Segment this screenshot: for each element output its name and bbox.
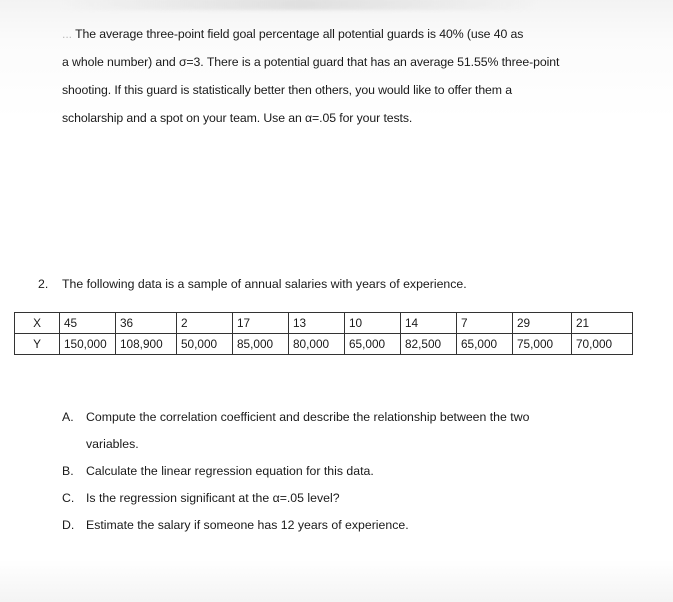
table-row-y xyxy=(15,334,633,355)
y-cell: 85,000 xyxy=(233,334,289,355)
y-cell: 65,000 xyxy=(345,334,401,355)
y-cell: 150,000 xyxy=(60,334,116,355)
y-cell: 75,000 xyxy=(513,334,572,355)
subquestion-a-line-1: Compute the correlation coefficient and describe the relationship between the two xyxy=(86,410,530,424)
subquestion-d xyxy=(62,512,602,539)
subquestion-letter: A. xyxy=(62,410,74,424)
subquestion-c xyxy=(62,485,602,512)
subquestion-c-text: Is the regression significant at the α=.05 level? xyxy=(86,491,340,505)
subquestion-letter: D. xyxy=(62,518,75,532)
x-cell: 21 xyxy=(572,313,633,334)
x-cell: 17 xyxy=(233,313,289,334)
subquestion-b-text: Calculate the linear regression equation for this data. xyxy=(86,464,374,478)
problem-2-number: 2. xyxy=(38,277,49,291)
y-cell: 108,900 xyxy=(116,334,177,355)
x-cell: 45 xyxy=(60,313,116,334)
x-cell: 7 xyxy=(457,313,513,334)
subquestion-letter: C. xyxy=(62,491,75,505)
problem-1-text xyxy=(62,20,652,132)
problem-1-line-2: a whole number) and σ=3. There is a potential guard that has an average 51.55% three-point xyxy=(62,55,560,69)
table-row-x xyxy=(15,313,633,334)
subquestion-a xyxy=(62,404,602,458)
subquestion-letter: B. xyxy=(62,464,74,478)
x-cell: 36 xyxy=(116,313,177,334)
subquestion-d-text: Estimate the salary if someone has 12 years of experience. xyxy=(86,518,409,532)
row-label-x: X xyxy=(15,313,60,334)
subquestion-a-line-2: variables. xyxy=(86,437,139,451)
x-cell: 10 xyxy=(345,313,401,334)
x-cell: 14 xyxy=(401,313,457,334)
problem-1-line-1-text: The average three-point field goal percentage all potential guards is 40% (use 40 as xyxy=(75,27,524,41)
problem-2-text: The following data is a sample of annual salaries with years of experience. xyxy=(62,277,467,291)
problem-1-line-1 xyxy=(62,20,652,48)
x-cell: 2 xyxy=(177,313,233,334)
problem-2-heading xyxy=(38,277,467,291)
row-label-y: Y xyxy=(15,334,60,355)
y-cell: 82,500 xyxy=(401,334,457,355)
salary-data-table xyxy=(14,312,633,355)
cropped-top-text xyxy=(60,0,540,10)
subquestion-list xyxy=(62,404,602,539)
y-cell: 65,000 xyxy=(457,334,513,355)
subquestion-b xyxy=(62,458,602,485)
problem-1-cropped-lead: ... xyxy=(62,27,72,41)
x-cell: 29 xyxy=(513,313,572,334)
y-cell: 80,000 xyxy=(289,334,345,355)
y-cell: 50,000 xyxy=(177,334,233,355)
y-cell: 70,000 xyxy=(572,334,633,355)
problem-1-line-4: scholarship and a spot on your team. Use an α=.05 for your tests. xyxy=(62,111,413,125)
problem-1-line-3: shooting. If this guard is statistically better then others, you would like to offer them a xyxy=(62,83,512,97)
x-cell: 13 xyxy=(289,313,345,334)
